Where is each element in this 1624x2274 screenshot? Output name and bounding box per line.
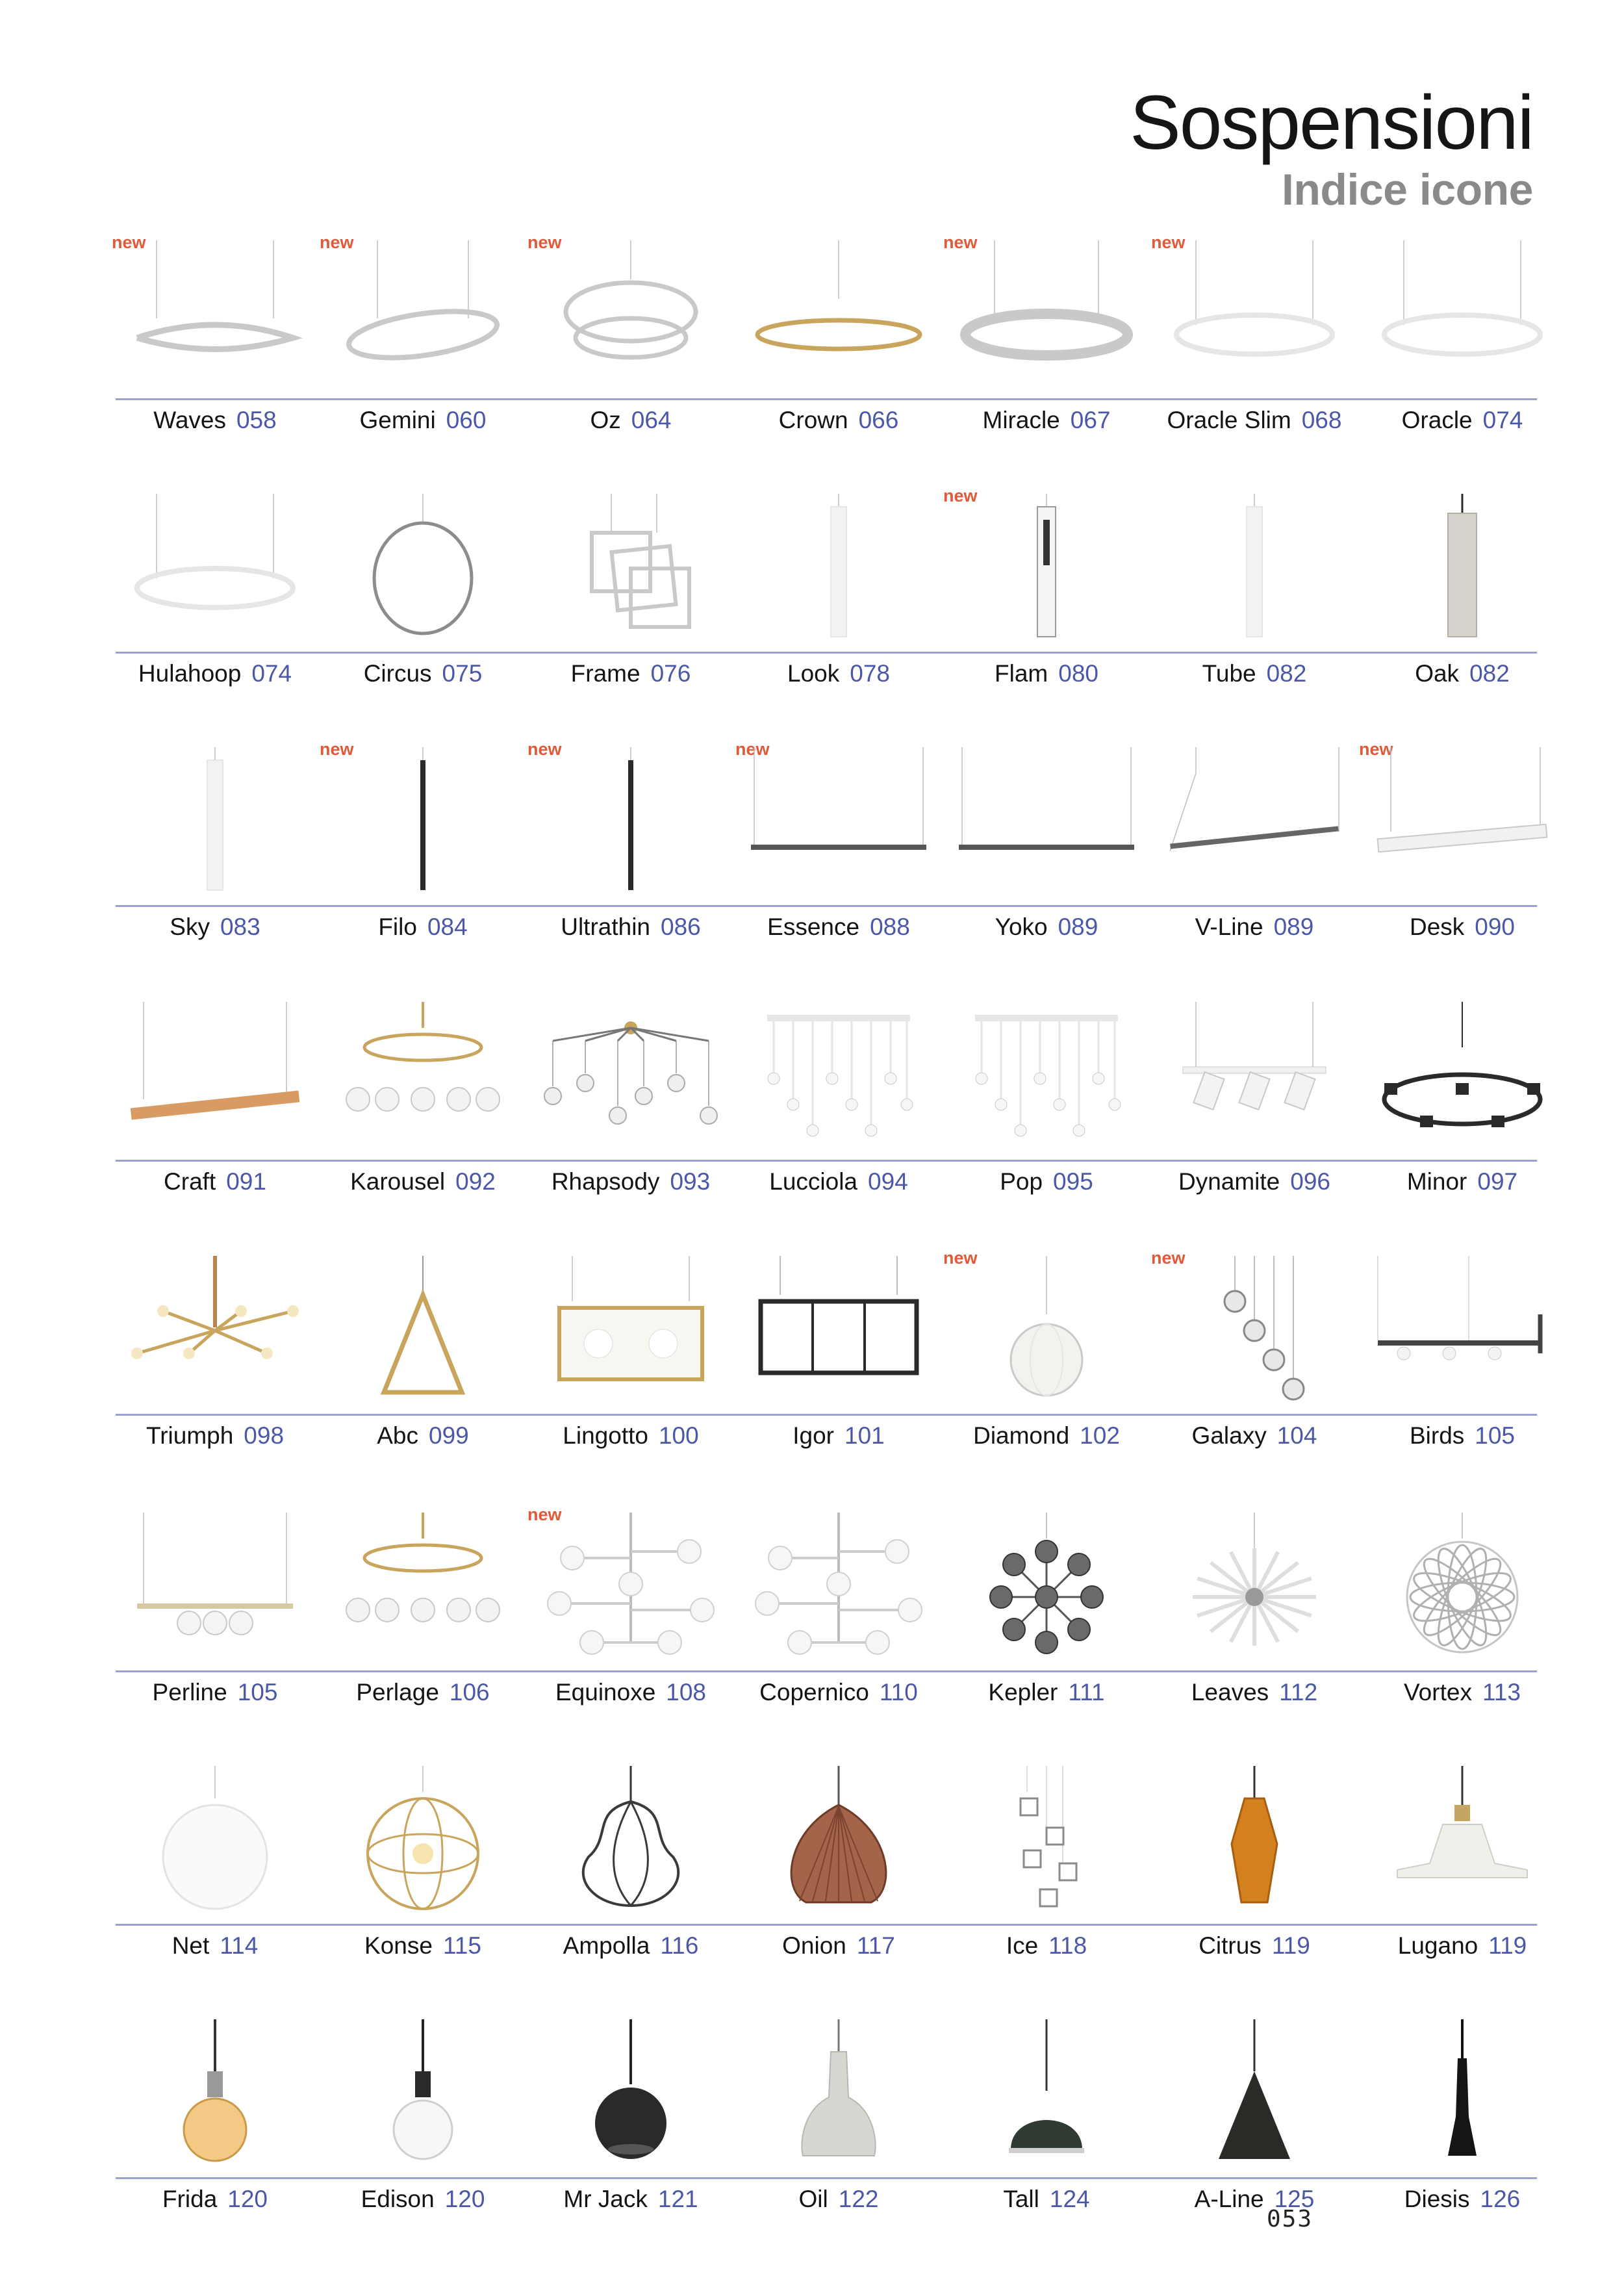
product-entry[interactable] (112, 234, 318, 487)
bar-dark-lamp-icon (741, 747, 936, 903)
product-entry[interactable] (1151, 1506, 1358, 1759)
product-label (735, 1424, 942, 1448)
product-label (527, 1424, 734, 1448)
product-label (943, 1169, 1150, 1194)
product-name: Mr Jack (563, 2186, 648, 2212)
product-name: Yoko (995, 913, 1048, 940)
product-label (527, 1934, 734, 1958)
product-entry[interactable] (943, 995, 1150, 1249)
onion-lamp-icon (741, 1766, 936, 1922)
product-entry[interactable] (527, 2013, 734, 2266)
product-name: Rhapsody (551, 1168, 660, 1195)
product-name: Abc (377, 1422, 419, 1449)
ring-double-lamp-icon (533, 240, 728, 396)
product-page-number: 076 (650, 660, 691, 687)
new-badge: new (527, 739, 562, 759)
product-name: Diesis (1404, 2186, 1470, 2212)
product-label (112, 1169, 318, 1194)
product-name: Karousel (350, 1168, 446, 1195)
product-page-number: 094 (868, 1168, 908, 1195)
product-page-number: 108 (666, 1679, 707, 1706)
product-entry[interactable] (943, 1249, 1150, 1503)
product-name: V-Line (1195, 913, 1263, 940)
product-page-number: 089 (1058, 913, 1098, 940)
tube-white-lamp-icon (118, 747, 312, 903)
product-name: Tube (1202, 660, 1256, 687)
product-label (943, 2187, 1150, 2211)
product-label (320, 1680, 526, 1704)
product-name: Look (787, 660, 840, 687)
dome-black-lamp-icon (949, 2019, 1144, 2175)
ring-thick-lamp-icon (949, 240, 1144, 396)
product-entry[interactable] (1359, 1759, 1566, 2013)
new-badge: new (1359, 739, 1393, 759)
new-badge: new (527, 233, 562, 252)
molecule-lamp-icon (741, 1513, 936, 1668)
product-name: Copernico (759, 1679, 869, 1706)
product-name: A-Line (1194, 2186, 1264, 2212)
product-entry[interactable] (943, 2013, 1150, 2266)
ring-spots-lamp-icon (1365, 1002, 1560, 1158)
balls-hanging-lamp-icon (1157, 1256, 1352, 1412)
product-name: Oil (798, 2186, 828, 2212)
cluster-gold-lamp-icon (325, 1513, 520, 1668)
globe-wire-gold-lamp-icon (325, 1766, 520, 1922)
cluster-gold-lamp-icon (325, 1002, 520, 1158)
product-page-number: 082 (1266, 660, 1307, 687)
product-name: Dynamite (1178, 1168, 1280, 1195)
product-label (943, 661, 1150, 685)
box-gold-lamp-icon (533, 1256, 728, 1412)
product-name: Equinoxe (555, 1679, 656, 1706)
cluster-white-lamp-icon (949, 1002, 1144, 1158)
product-page-number: 067 (1070, 407, 1111, 433)
product-name: Net (171, 1932, 210, 1959)
product-label (1359, 661, 1566, 685)
product-entry[interactable] (735, 1249, 942, 1503)
product-page-number: 101 (844, 1422, 885, 1449)
product-name: Flam (995, 660, 1048, 687)
frames-lamp-icon (533, 494, 728, 650)
product-page-number: 088 (870, 913, 910, 940)
chandelier-gold-lamp-icon (118, 1256, 312, 1412)
product-label (527, 408, 734, 432)
product-label (527, 915, 734, 939)
product-label (1151, 2187, 1358, 2211)
new-badge: new (943, 1248, 978, 1268)
product-entry[interactable] (320, 487, 526, 741)
new-badge: new (1151, 1248, 1186, 1268)
product-label (1359, 408, 1566, 432)
product-entry[interactable] (527, 1249, 734, 1503)
product-page-number: 104 (1276, 1422, 1317, 1449)
product-page-number: 064 (631, 407, 672, 433)
product-label (320, 2187, 526, 2211)
product-entry[interactable] (943, 487, 1150, 741)
product-entry[interactable] (1151, 2013, 1358, 2266)
new-badge: new (1151, 233, 1186, 252)
product-entry[interactable] (1359, 1249, 1566, 1503)
product-label (527, 1169, 734, 1194)
product-label (735, 1680, 942, 1704)
product-name: Oz (590, 407, 621, 433)
product-entry[interactable] (527, 1506, 734, 1759)
product-entry[interactable] (320, 995, 526, 1249)
product-entry[interactable] (112, 2013, 318, 2266)
product-name: Pop (1000, 1168, 1043, 1195)
product-page-number: 115 (442, 1932, 481, 1959)
product-name: Lucciola (769, 1168, 858, 1195)
product-label (1151, 661, 1358, 685)
product-name: Galaxy (1191, 1422, 1267, 1449)
product-entry[interactable] (320, 741, 526, 994)
product-entry[interactable] (1151, 487, 1358, 741)
product-name: Birds (1409, 1422, 1465, 1449)
product-label (112, 1934, 318, 1958)
product-page-number: 078 (850, 660, 890, 687)
ring-wave-lamp-icon (118, 240, 312, 396)
product-page-number: 105 (237, 1679, 278, 1706)
new-badge: new (320, 739, 354, 759)
product-page-number: 112 (1279, 1679, 1318, 1706)
product-page-number: 084 (427, 913, 468, 940)
product-page-number: 121 (657, 2186, 698, 2212)
product-label (1151, 1424, 1358, 1448)
product-entry[interactable] (1151, 234, 1358, 487)
product-name: Tall (1003, 2186, 1039, 2212)
product-label (735, 915, 942, 939)
product-name: Filo (378, 913, 417, 940)
product-name: Oracle (1401, 407, 1473, 433)
product-page-number: 118 (1048, 1932, 1087, 1959)
bar-globes-lamp-icon (118, 1513, 312, 1668)
cubes-lamp-icon (949, 1766, 1144, 1922)
product-page-number: 110 (879, 1679, 918, 1706)
product-name: Igor (793, 1422, 835, 1449)
product-page-number: 098 (244, 1422, 285, 1449)
sphere-swirl-lamp-icon (1365, 1513, 1560, 1668)
rod-black-lamp-icon (533, 747, 728, 903)
triangle-lamp-icon (325, 1256, 520, 1412)
product-entry[interactable] (1151, 1249, 1358, 1503)
product-name: Crown (778, 407, 848, 433)
product-label (735, 2187, 942, 2211)
product-label (1359, 2187, 1566, 2211)
product-page-number: 074 (251, 660, 292, 687)
ball-black-lamp-icon (533, 2019, 728, 2175)
product-entry[interactable] (320, 234, 526, 487)
product-label (1359, 1424, 1566, 1448)
product-entry[interactable] (112, 741, 318, 994)
product-name: Edison (361, 2186, 435, 2212)
product-name: Essence (767, 913, 860, 940)
product-page-number: 106 (449, 1679, 490, 1706)
product-page-number: 092 (455, 1168, 496, 1195)
product-name: Gemini (359, 407, 436, 433)
cone-black-lamp-icon (1157, 2019, 1352, 2175)
new-badge: new (735, 739, 770, 759)
product-page-number: 082 (1469, 660, 1510, 687)
product-name: Kepler (988, 1679, 1058, 1706)
product-name: Konse (364, 1932, 433, 1959)
product-page-number: 068 (1301, 407, 1342, 433)
product-entry[interactable] (320, 1759, 526, 2013)
product-entry[interactable] (112, 1759, 318, 2013)
product-label (112, 1680, 318, 1704)
product-page-number: 126 (1480, 2186, 1521, 2212)
product-entry[interactable] (1359, 1506, 1566, 1759)
product-entry[interactable] (943, 1759, 1150, 2013)
product-name: Leaves (1191, 1679, 1269, 1706)
product-label (1359, 915, 1566, 939)
product-entry[interactable] (1151, 1759, 1358, 2013)
product-name: Diamond (973, 1422, 1070, 1449)
product-name: Ultrathin (561, 913, 651, 940)
product-entry[interactable] (112, 1506, 318, 1759)
branch-lamp-icon (1365, 1256, 1560, 1412)
product-page-number: 125 (1274, 2186, 1315, 2212)
product-entry[interactable] (1151, 995, 1358, 1249)
box-black-lamp-icon (741, 1256, 936, 1412)
product-page-number: 093 (670, 1168, 711, 1195)
product-name: Lugano (1397, 1932, 1478, 1959)
product-page-number: 097 (1477, 1168, 1518, 1195)
product-label (735, 661, 942, 685)
product-name: Miracle (982, 407, 1060, 433)
product-name: Onion (782, 1932, 846, 1959)
product-page-number: 096 (1290, 1168, 1330, 1195)
product-page-number: 074 (1482, 407, 1523, 433)
product-page-number: 095 (1053, 1168, 1093, 1195)
tube-grey-lamp-icon (1365, 494, 1560, 650)
bulb-amber-lamp-icon (118, 2019, 312, 2175)
ring-thin-lamp-icon (1157, 240, 1352, 396)
product-entry[interactable] (735, 1759, 942, 2013)
rod-black-lamp-icon (325, 747, 520, 903)
product-page-number: 058 (236, 407, 277, 433)
spike-black-lamp-icon (1365, 2019, 1560, 2175)
product-label (320, 1424, 526, 1448)
product-name: Oracle Slim (1167, 407, 1291, 433)
product-label (1151, 1934, 1358, 1958)
bar-dark-lamp-icon (949, 747, 1144, 903)
product-entry[interactable] (735, 487, 942, 741)
product-page-number: 120 (444, 2186, 485, 2212)
product-name: Hulahoop (138, 660, 242, 687)
product-entry[interactable] (735, 741, 942, 994)
product-page-number: 116 (660, 1932, 699, 1959)
product-page-number: 114 (220, 1932, 259, 1959)
product-name: Ice (1006, 1932, 1039, 1959)
product-entry[interactable] (735, 234, 942, 487)
product-name: Perlage (356, 1679, 439, 1706)
new-badge: new (943, 233, 978, 252)
product-name: Frida (162, 2186, 218, 2212)
product-entry[interactable] (527, 1759, 734, 2013)
product-page-number: 090 (1475, 913, 1516, 940)
cage-bulb-lamp-icon (533, 1766, 728, 1922)
product-page-number: 075 (442, 660, 483, 687)
product-label (112, 408, 318, 432)
product-entry[interactable] (320, 1249, 526, 1503)
product-label (735, 408, 942, 432)
product-entry[interactable] (527, 234, 734, 487)
product-page-number: 124 (1049, 2186, 1090, 2212)
globe-clear-lamp-icon (118, 1766, 312, 1922)
product-label (1359, 1169, 1566, 1194)
product-label (735, 1934, 942, 1958)
product-label (527, 661, 734, 685)
product-label (943, 408, 1150, 432)
product-entry[interactable] (112, 1249, 318, 1503)
product-label (943, 1424, 1150, 1448)
product-name: Perline (152, 1679, 227, 1706)
product-page-number: 119 (1271, 1932, 1310, 1959)
product-name: Oak (1415, 660, 1460, 687)
product-entry[interactable] (527, 995, 734, 1249)
page-title: Sospensioni (1130, 80, 1533, 166)
product-label (735, 1169, 942, 1194)
product-label (320, 661, 526, 685)
product-label (943, 1680, 1150, 1704)
product-label (1359, 1934, 1566, 1958)
product-entry[interactable] (1151, 741, 1358, 994)
product-entry[interactable] (735, 1506, 942, 1759)
tube-white-lamp-icon (741, 494, 936, 650)
tube-white-lamp-icon (1157, 494, 1352, 650)
product-label (320, 1169, 526, 1194)
product-entry[interactable] (1359, 487, 1566, 741)
globe-white-lamp-icon (949, 1256, 1144, 1412)
hat-white-lamp-icon (1365, 1766, 1560, 1922)
hoop-vertical-lamp-icon (325, 494, 520, 650)
product-page-number: 099 (429, 1422, 469, 1449)
product-label (1151, 1169, 1358, 1194)
page-number: 053 (1267, 2206, 1313, 2232)
product-label (112, 661, 318, 685)
product-page-number: 102 (1080, 1422, 1120, 1449)
product-label (1359, 1680, 1566, 1704)
cluster-spider-lamp-icon (533, 1002, 728, 1158)
new-badge: new (527, 1505, 562, 1524)
product-page-number: 119 (1488, 1932, 1527, 1959)
product-entry[interactable] (1359, 2013, 1566, 2266)
product-page-number: 083 (220, 913, 260, 940)
tube-glass-lamp-icon (949, 494, 1144, 650)
product-label (112, 1424, 318, 1448)
product-entry[interactable] (735, 995, 942, 1249)
product-label (320, 1934, 526, 1958)
product-name: Craft (164, 1168, 216, 1195)
product-entry[interactable] (943, 741, 1150, 994)
product-page-number: 117 (856, 1932, 895, 1959)
product-page-number: 080 (1058, 660, 1098, 687)
product-entry[interactable] (735, 2013, 942, 2266)
product-page-number: 111 (1068, 1679, 1105, 1706)
spots-lamp-icon (1157, 1002, 1352, 1158)
product-page-number: 066 (858, 407, 899, 433)
product-entry[interactable] (112, 995, 318, 1249)
product-entry[interactable] (320, 2013, 526, 2266)
product-page-number: 089 (1273, 913, 1314, 940)
product-name: Waves (153, 407, 226, 433)
product-name: Minor (1406, 1168, 1467, 1195)
product-label (1151, 915, 1358, 939)
product-entry[interactable] (1359, 234, 1566, 487)
page-subtitle: Indice icone (1282, 165, 1533, 214)
product-page-number: 086 (661, 913, 701, 940)
product-entry[interactable] (527, 487, 734, 741)
product-name: Desk (1409, 913, 1465, 940)
product-name: Triumph (146, 1422, 234, 1449)
product-label (527, 1680, 734, 1704)
product-entry[interactable] (943, 234, 1150, 487)
product-name: Citrus (1199, 1932, 1262, 1959)
product-page-number: 120 (227, 2186, 268, 2212)
ring-thin-lamp-icon (118, 494, 312, 650)
product-page-number: 091 (226, 1168, 266, 1195)
ring-gold-lamp-icon (741, 240, 936, 396)
product-name: Circus (363, 660, 432, 687)
ring-twist-lamp-icon (325, 240, 520, 396)
product-entry[interactable] (1359, 741, 1566, 994)
product-name: Lingotto (563, 1422, 648, 1449)
bar-white-lamp-icon (1365, 747, 1560, 903)
product-label (320, 915, 526, 939)
product-label (1151, 1680, 1358, 1704)
new-badge: new (320, 233, 354, 252)
product-entry[interactable] (943, 1506, 1150, 1759)
product-label (527, 2187, 734, 2211)
new-badge: new (943, 486, 978, 505)
product-label (943, 915, 1150, 939)
molecule-lamp-icon (533, 1513, 728, 1668)
bar-angle-lamp-icon (1157, 747, 1352, 903)
sputnik-lamp-icon (949, 1513, 1144, 1668)
concrete-lamp-icon (741, 2019, 936, 2175)
new-badge: new (112, 233, 146, 252)
product-page-number: 100 (658, 1422, 699, 1449)
product-page-number: 105 (1475, 1422, 1516, 1449)
product-label (320, 408, 526, 432)
product-entry[interactable] (112, 487, 318, 741)
product-page-number: 060 (446, 407, 487, 433)
ring-thin-lamp-icon (1365, 240, 1560, 396)
product-name: Ampolla (563, 1932, 650, 1959)
bar-wood-lamp-icon (118, 1002, 312, 1158)
product-entry[interactable] (1359, 995, 1566, 1249)
product-label (1151, 408, 1358, 432)
product-page-number: 122 (838, 2186, 879, 2212)
product-entry[interactable] (527, 741, 734, 994)
product-name: Sky (170, 913, 210, 940)
amber-glass-lamp-icon (1157, 1766, 1352, 1922)
cluster-white-lamp-icon (741, 1002, 936, 1158)
product-name: Frame (570, 660, 641, 687)
product-page-number: 113 (1482, 1679, 1521, 1706)
product-label (943, 1934, 1150, 1958)
burst-lamp-icon (1157, 1513, 1352, 1668)
product-label (112, 2187, 318, 2211)
bulb-clear-lamp-icon (325, 2019, 520, 2175)
product-entry[interactable] (320, 1506, 526, 1759)
product-name: Vortex (1404, 1679, 1472, 1706)
product-label (112, 915, 318, 939)
